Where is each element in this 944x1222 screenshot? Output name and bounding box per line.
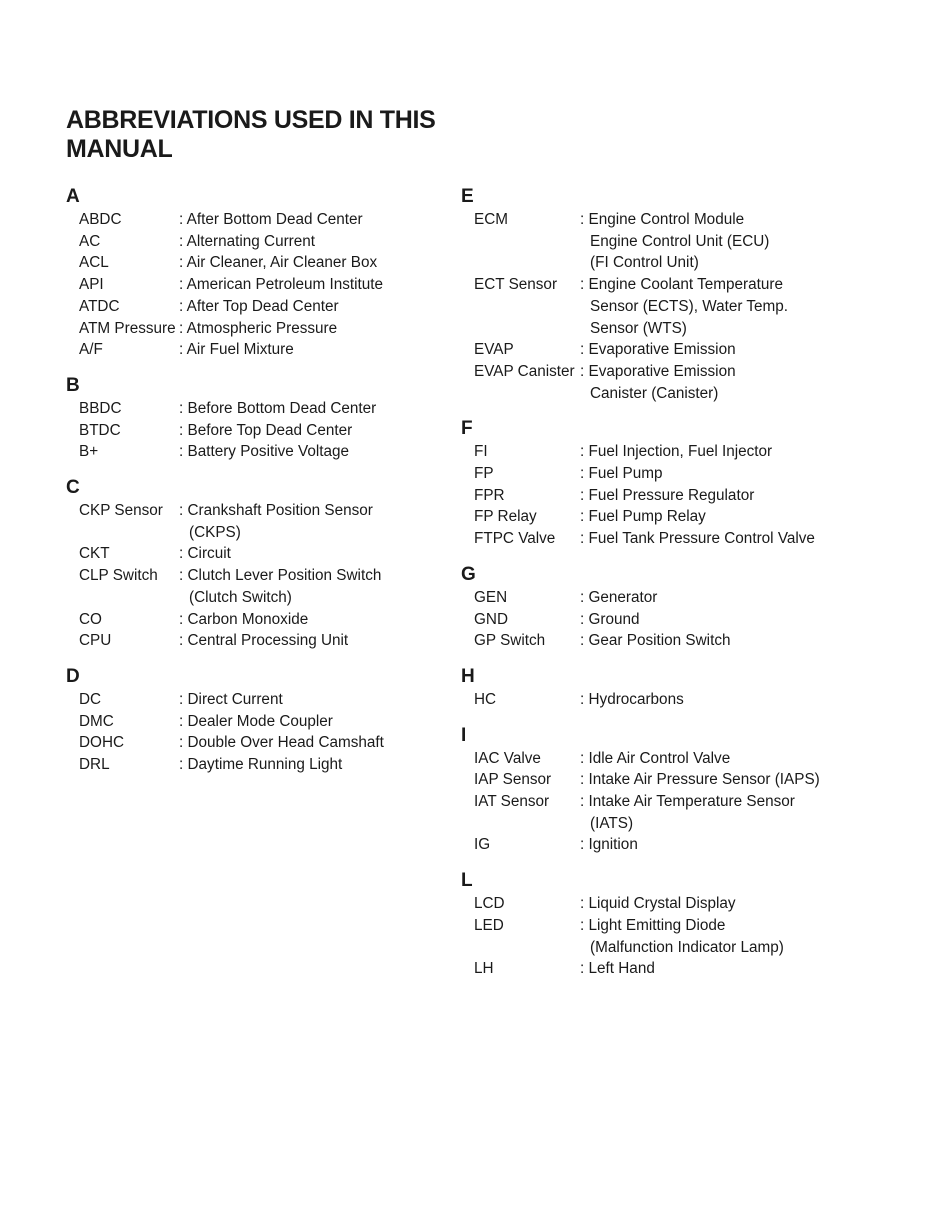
- section-h: [461, 666, 921, 711]
- abbreviation-entry: [66, 274, 446, 296]
- abbreviation-entry: [461, 915, 921, 958]
- abbreviation-definition: [179, 441, 446, 463]
- section-c: [66, 477, 446, 652]
- abbreviation-entry: [461, 339, 921, 361]
- definition-line: Engine Control Unit (ECU): [590, 232, 770, 250]
- abbreviation-entry: [461, 274, 921, 339]
- abbreviation-entry: [461, 630, 921, 652]
- abbreviation-definition: [179, 274, 446, 296]
- definition-line: : American Petroleum Institute: [179, 276, 384, 294]
- abbreviation-definition: [580, 361, 921, 404]
- abbreviation-entry: [66, 441, 446, 463]
- definition-line: : Crankshaft Position Sensor: [179, 502, 373, 520]
- abbreviation-definition: [580, 528, 921, 550]
- abbreviation-definition: [580, 463, 921, 485]
- abbreviation-definition: [580, 506, 921, 528]
- abbreviation-term: FP Relay: [474, 508, 537, 526]
- abbreviation-definition: [179, 565, 446, 608]
- definition-line: : Alternating Current: [179, 232, 316, 250]
- abbreviation-entry: [66, 318, 446, 340]
- abbreviation-term: CKP Sensor: [79, 502, 163, 520]
- definition-line: (IATS): [590, 814, 634, 832]
- abbreviation-definition: [580, 893, 921, 915]
- abbreviation-definition: [580, 339, 921, 361]
- abbreviation-definition: [179, 711, 446, 733]
- definition-line: : Engine Coolant Temperature: [580, 276, 783, 294]
- abbreviation-entry: [66, 565, 446, 608]
- section-letter: C: [66, 477, 80, 499]
- abbreviation-definition: [580, 791, 921, 834]
- abbreviation-entry: [461, 506, 921, 528]
- abbreviation-definition: [580, 689, 921, 711]
- abbreviation-term: FI: [474, 443, 488, 461]
- abbreviation-definition: [179, 609, 446, 631]
- abbreviation-entry: [66, 732, 446, 754]
- definition-line: : Daytime Running Light: [179, 756, 343, 774]
- abbreviation-entry: [66, 500, 446, 543]
- abbreviation-definition: [580, 834, 921, 856]
- definition-line: Canister (Canister): [590, 384, 719, 402]
- section-i: [461, 725, 921, 857]
- definition-line: : After Top Dead Center: [179, 297, 339, 315]
- abbreviation-definition: [580, 748, 921, 770]
- definition-line: (Malfunction Indicator Lamp): [590, 938, 784, 956]
- definition-line: : Generator: [580, 588, 658, 606]
- definition-line: : Double Over Head Camshaft: [179, 734, 384, 752]
- abbreviation-term: IG: [474, 836, 491, 854]
- definition-line: : Before Bottom Dead Center: [179, 399, 377, 417]
- abbreviation-definition: [580, 485, 921, 507]
- definition-line: : Carbon Monoxide: [179, 610, 309, 628]
- abbreviation-term: ABDC: [79, 211, 122, 228]
- section-letter: D: [66, 665, 80, 687]
- definition-line: : Atmospheric Pressure: [179, 319, 338, 337]
- abbreviation-term: IAP Sensor: [474, 771, 552, 789]
- abbreviation-term: ECT Sensor: [474, 276, 558, 294]
- abbreviation-definition: [179, 420, 446, 442]
- abbreviation-term: FPR: [474, 486, 505, 504]
- section-letter: B: [66, 374, 80, 396]
- abbreviation-entry: [461, 587, 921, 609]
- abbreviation-definition: [580, 958, 921, 980]
- abbreviation-term: HC: [474, 690, 497, 708]
- abbreviation-definition: [179, 398, 446, 420]
- abbreviation-entry: [66, 231, 446, 253]
- abbreviation-term: FTPC Valve: [474, 530, 556, 548]
- abbreviation-definition: [179, 543, 446, 565]
- abbreviation-entry: [66, 689, 446, 711]
- abbreviation-term: DRL: [79, 756, 110, 774]
- abbreviation-entry: [461, 958, 921, 980]
- definition-line: : Liquid Crystal Display: [580, 895, 736, 913]
- section-letter: E: [461, 186, 474, 207]
- definition-line: : Fuel Injection, Fuel Injector: [580, 443, 773, 461]
- abbreviation-term: ATM Pressure: [79, 319, 176, 337]
- abbreviation-entry: [461, 748, 921, 770]
- abbreviation-entry: [461, 791, 921, 834]
- abbreviation-term: DC: [79, 690, 102, 708]
- abbreviation-definition: [580, 209, 921, 274]
- definition-line: : Ignition: [580, 836, 638, 854]
- abbreviation-entry: [66, 754, 446, 776]
- definition-line: : Engine Control Module: [580, 211, 745, 228]
- definition-line: : Evaporative Emission: [580, 362, 736, 380]
- abbreviation-entry: [66, 711, 446, 733]
- abbreviation-term: CLP Switch: [79, 567, 158, 585]
- abbreviation-term: EVAP: [474, 341, 514, 359]
- section-e: [461, 186, 921, 404]
- definition-line: : Ground: [580, 610, 640, 628]
- section-letter: G: [461, 563, 476, 585]
- abbreviation-entry: [66, 420, 446, 442]
- abbreviation-definition: [179, 630, 446, 652]
- abbreviation-term: IAC Valve: [474, 749, 541, 767]
- abbreviation-term: FP: [474, 465, 494, 483]
- section-f: [461, 418, 921, 550]
- abbreviation-definition: [179, 754, 446, 776]
- definition-line: : Fuel Pump Relay: [580, 508, 706, 526]
- section-b: [66, 375, 446, 463]
- definition-line: : Fuel Pump: [580, 465, 663, 483]
- abbreviation-entry: [461, 361, 921, 404]
- abbreviation-term: CO: [79, 610, 102, 628]
- abbreviation-term: DOHC: [79, 734, 125, 752]
- abbreviation-definition: [179, 732, 446, 754]
- abbreviation-term: API: [79, 276, 104, 294]
- abbreviation-term: ATDC: [79, 297, 120, 315]
- definition-line: Sensor (ECTS), Water Temp.: [590, 297, 789, 315]
- definition-line: : Idle Air Control Valve: [580, 749, 731, 767]
- abbreviation-entry: [66, 209, 446, 231]
- section-g: [461, 564, 921, 652]
- abbreviation-definition: [580, 441, 921, 463]
- section-a: [66, 186, 446, 361]
- abbreviation-entry: [461, 609, 921, 631]
- definition-line: : Clutch Lever Position Switch: [179, 567, 382, 585]
- section-letter: I: [461, 724, 467, 746]
- definition-line: (Clutch Switch): [189, 588, 292, 606]
- definition-line: : Left Hand: [580, 960, 655, 978]
- abbreviation-entry: [461, 893, 921, 915]
- abbreviation-term: IAT Sensor: [474, 793, 550, 811]
- abbreviation-entry: [461, 528, 921, 550]
- abbreviation-term: EVAP Canister: [474, 362, 575, 380]
- abbreviation-entry: [461, 834, 921, 856]
- definition-line: : Intake Air Temperature Sensor: [580, 793, 795, 811]
- definition-line: : Direct Current: [179, 690, 283, 708]
- abbreviation-definition: [179, 318, 446, 340]
- abbreviation-entry: [461, 209, 921, 274]
- definition-line: : Air Fuel Mixture: [179, 341, 294, 359]
- abbreviation-entry: [66, 296, 446, 318]
- section-letter: A: [66, 186, 80, 207]
- abbreviation-term: CKT: [79, 545, 110, 563]
- abbreviation-term: GND: [474, 610, 508, 628]
- abbreviation-term: A/F: [79, 341, 103, 359]
- abbreviation-entry: [461, 769, 921, 791]
- abbreviation-term: ACL: [79, 254, 109, 272]
- definition-line: : Evaporative Emission: [580, 341, 736, 359]
- abbreviation-term: LH: [474, 960, 494, 978]
- abbreviation-term: LED: [474, 916, 504, 934]
- abbreviation-definition: [179, 689, 446, 711]
- abbreviation-entry: [66, 630, 446, 652]
- definition-line: : After Bottom Dead Center: [179, 211, 363, 228]
- definition-line: (FI Control Unit): [590, 254, 699, 272]
- definition-line: : Dealer Mode Coupler: [179, 712, 333, 730]
- definition-line: : Air Cleaner, Air Cleaner Box: [179, 254, 378, 272]
- definition-line: : Battery Positive Voltage: [179, 443, 350, 461]
- abbreviation-entry: [461, 485, 921, 507]
- abbreviation-definition: [179, 252, 446, 274]
- left-column: [66, 186, 446, 790]
- abbreviation-entry: [66, 609, 446, 631]
- definition-line: Sensor (WTS): [590, 319, 687, 337]
- definition-line: : Gear Position Switch: [580, 632, 731, 650]
- abbreviation-entry: [66, 398, 446, 420]
- definition-line: : Fuel Tank Pressure Control Valve: [580, 530, 815, 548]
- definition-line: : Central Processing Unit: [179, 632, 349, 650]
- definition-line: : Intake Air Pressure Sensor (IAPS): [580, 771, 820, 789]
- abbreviation-term: ECM: [474, 211, 508, 228]
- abbreviation-definition: [580, 915, 921, 958]
- abbreviation-definition: [580, 630, 921, 652]
- definition-line: : Fuel Pressure Regulator: [580, 486, 755, 504]
- definition-line: : Hydrocarbons: [580, 690, 684, 708]
- abbreviation-definition: [179, 500, 446, 543]
- abbreviation-definition: [580, 587, 921, 609]
- section-letter: L: [461, 870, 473, 892]
- abbreviation-entry: [461, 441, 921, 463]
- abbreviation-term: AC: [79, 232, 101, 250]
- section-d: [66, 666, 446, 776]
- definition-line: (CKPS): [189, 523, 241, 541]
- abbreviation-definition: [179, 339, 446, 361]
- abbreviation-entry: [66, 543, 446, 565]
- abbreviation-term: LCD: [474, 895, 505, 913]
- abbreviation-term: BBDC: [79, 399, 122, 417]
- definition-line: : Before Top Dead Center: [179, 421, 353, 439]
- abbreviation-entry: [461, 689, 921, 711]
- abbreviation-definition: [179, 209, 446, 231]
- page-title: ABBREVIATIONS USED IN THIS MANUAL: [66, 106, 436, 163]
- abbreviation-term: B+: [79, 443, 99, 461]
- abbreviation-term: CPU: [79, 632, 112, 650]
- abbreviation-entry: [66, 252, 446, 274]
- abbreviation-definition: [179, 231, 446, 253]
- abbreviation-entry: [461, 463, 921, 485]
- abbreviation-term: BTDC: [79, 421, 121, 439]
- abbreviation-definition: [580, 609, 921, 631]
- abbreviation-term: DMC: [79, 712, 114, 730]
- definition-line: : Light Emitting Diode: [580, 916, 726, 934]
- right-column: [461, 186, 921, 994]
- definition-line: : Circuit: [179, 545, 231, 563]
- section-l: [461, 870, 921, 980]
- section-letter: H: [461, 665, 475, 687]
- abbreviation-definition: [179, 296, 446, 318]
- section-letter: F: [461, 418, 473, 440]
- abbreviation-definition: [580, 769, 921, 791]
- abbreviation-entry: [66, 339, 446, 361]
- abbreviation-term: GP Switch: [474, 632, 546, 650]
- abbreviation-term: GEN: [474, 588, 508, 606]
- abbreviation-definition: [580, 274, 921, 339]
